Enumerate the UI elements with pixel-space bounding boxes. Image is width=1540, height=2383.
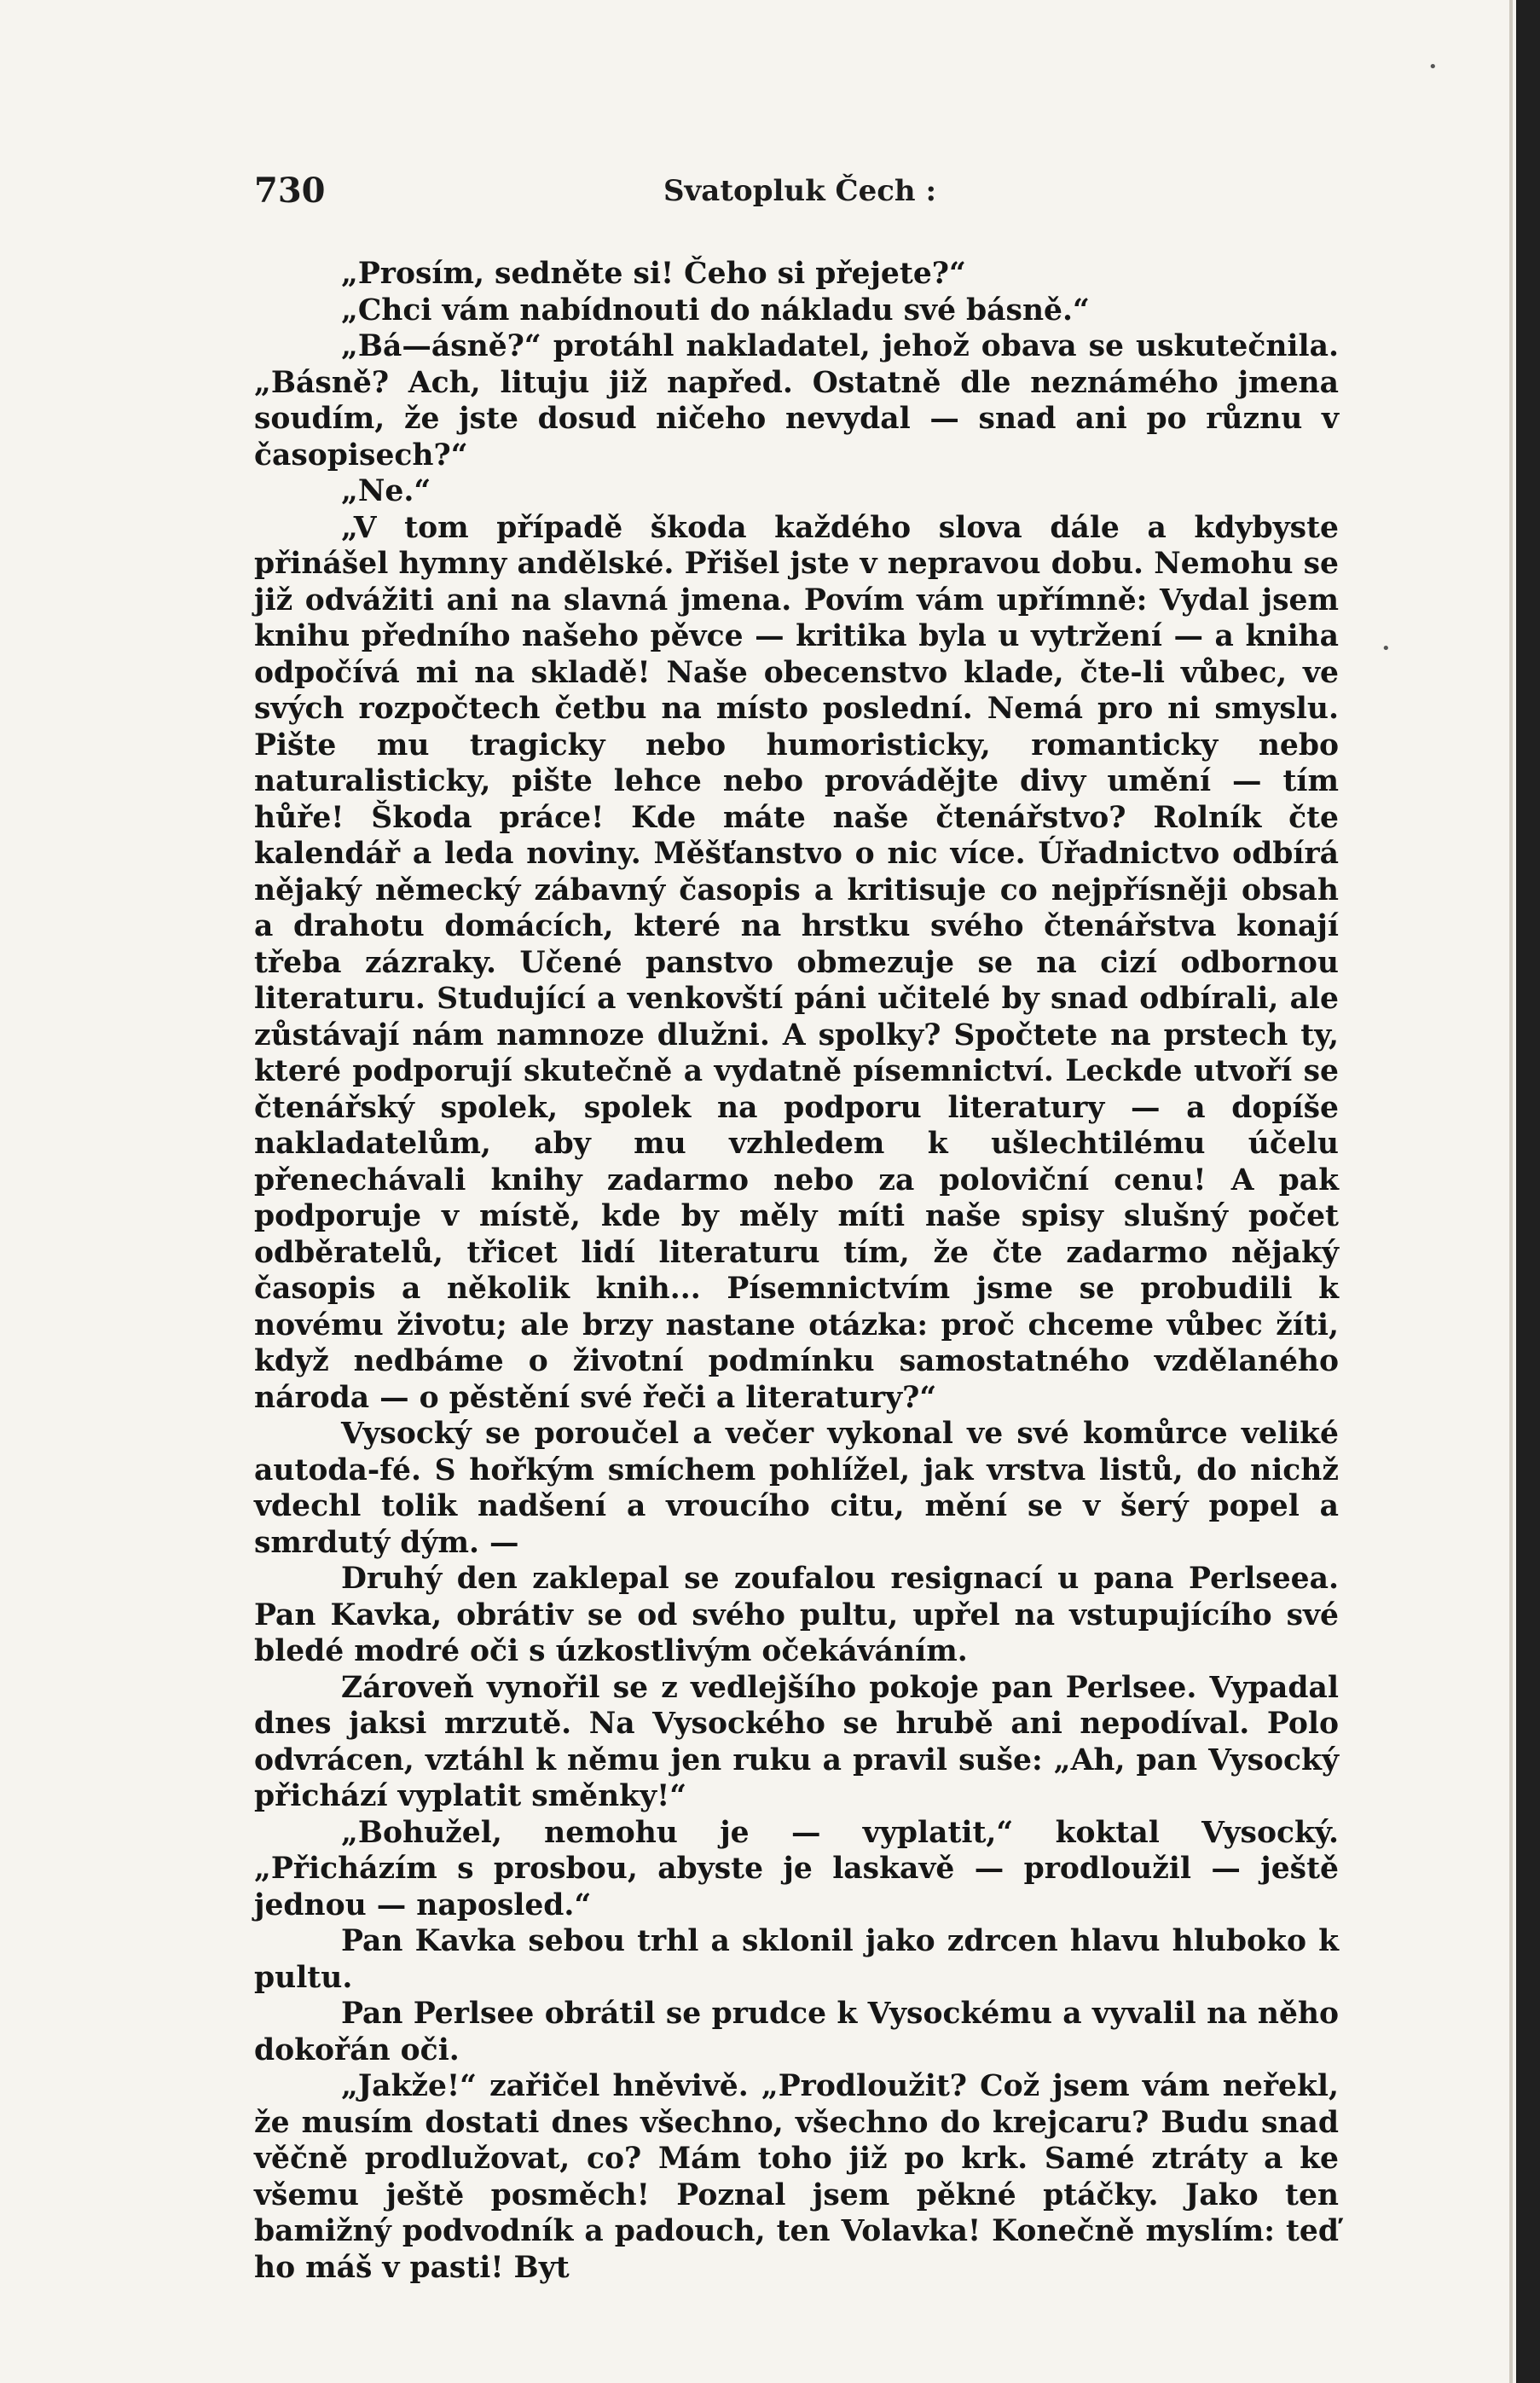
paragraph: „Prosím, sedněte si! Čeho si přejete?“ xyxy=(341,257,966,291)
paragraph: Druhý den zaklepal se zoufalou resignací u pana Perlseea. Pan Kavka, obrátiv se od svého pultu, upřel na vstupujícího své bledé modré oči s úzkostlivým očekáváním. xyxy=(254,1562,1339,1668)
scan-border xyxy=(1516,0,1540,2383)
paragraph: „Chci vám nabídnouti do nákladu své básně.“ xyxy=(341,293,1090,328)
page-header xyxy=(254,171,1346,213)
paragraph: „Bohužel, nemohu je — vyplatit,“ koktal Vysocký. „Přicházím s prosbou, abyste je laskavě — prodloužil — ještě jednou — naposled.“ xyxy=(254,1815,1339,1922)
paragraph: „Jakže!“ zařičel hněvivě. „Prodloužit? Což jsem vám neřekl, že musím dostati dnes všechno, všechno do krejcaru? Budu snad věčně prodlužovat, co? Mám toho již po krk. Samé ztráty a ke všemu ještě posměch! Poznal jsem pěkné ptáčky. Jako ten bamižný podvodník a padouch, ten Volavka! Konečně myslím: teď ho máš v pasti! Byt xyxy=(254,2069,1339,2285)
page-number: 730 xyxy=(254,171,326,211)
body-text xyxy=(254,256,1339,2286)
margin-mark-icon: • xyxy=(1381,640,1391,658)
paragraph: Vysocký se poroučel a večer vykonal ve své komůrce veliké autoda-fé. S hořkým smíchem pohlížel, jak vrstva listů, do nichž vdechl tolik nadšení a vroucího citu, mění se v šerý popel a smrdutý dým. — xyxy=(254,1417,1339,1560)
paragraph: „Bá—ásně?“ protáhl nakladatel, jehož obava se uskutečnila. „Básně? Ach, lituju již napřed. Ostatně dle neznámého jmena soudím, že jste dosud ničeho nevydal — snad ani po různu v časopisech?“ xyxy=(254,329,1339,473)
page-edge-line xyxy=(1509,0,1513,2383)
margin-mark-icon: • xyxy=(1428,58,1438,76)
paragraph: „Ne.“ xyxy=(341,474,431,508)
paragraph: Zároveň vynořil se z vedlejšího pokoje pan Perlsee. Vypadal dnes jaksi mrzutě. Na Vysockého se hrubě ani nepodíval. Polo odvrácen, vztáhl k němu jen ruku a pravil suše: „Ah, pan Vysocký přichází vyplatit směnky!“ xyxy=(254,1670,1339,1813)
running-title: Svatopluk Čech : xyxy=(663,174,937,208)
paragraph: „V tom případě škoda každého slova dále a kdybyste přinášel hymny andělské. Přišel jste v nepravou dobu. Nemohu se již odvážiti ani na slavná jmena. Povím vám upřímně: Vydal jsem knihu předního našeho pěvce — kritika byla u vytržení — a kniha odpočívá mi na skladě! Naše obecenstvo klade, čte-li vůbec, ve svých rozpočtech četbu na místo poslední. Nemá pro ni smyslu. Pište mu tragicky nebo humoristicky, romanticky nebo naturalisticky, pište lehce nebo provádějte divy umění — tím hůře! Škoda práce! Kde máte naše čtenářstvo? Rolník čte kalendář a leda noviny. Měšťanstvo o nic více. Úřadnictvo odbírá nějaký německý zábavný časopis a kritisuje co nejpřísněji obsah a drahotu domácích, které na hrstku svého čtenářstva konají třeba zázraky. Učené panstvo obmezuje se na cizí odbornou literaturu. Studující a venkovští páni učitelé by snad odbírali, ale zůstávají nám namnoze dlužni. A spolky? Spočtete na prstech ty, které podporují skutečně a vydatně písemnictví. Leckde utvoří se čtenářský spolek, spolek na podporu literatury — a dopíše nakladatelům, aby mu vzhledem k ušlechtilému účelu přenechávali knihy zadarmo nebo za poloviční cenu! A pak podporuje v místě, kde by měly míti naše spisy slušný počet odběratelů, třicet lidí literaturu tím, že čte zadarmo nějaký časopis a několik knih... Písemnictvím jsme se probudili k novému životu; ale brzy nastane otázka: proč chceme vůbec žíti, když nedbáme o životní podmínku samostatného vzdělaného národa — o pěstění své řeči a literatury?“ xyxy=(254,510,1339,1415)
paragraph: Pan Kavka sebou trhl a sklonil jako zdrcen hlavu hluboko k pultu. xyxy=(254,1924,1339,1995)
paragraph: Pan Perlsee obrátil se prudce k Vysockému a vyvalil na něho dokořán oči. xyxy=(254,1997,1339,2067)
